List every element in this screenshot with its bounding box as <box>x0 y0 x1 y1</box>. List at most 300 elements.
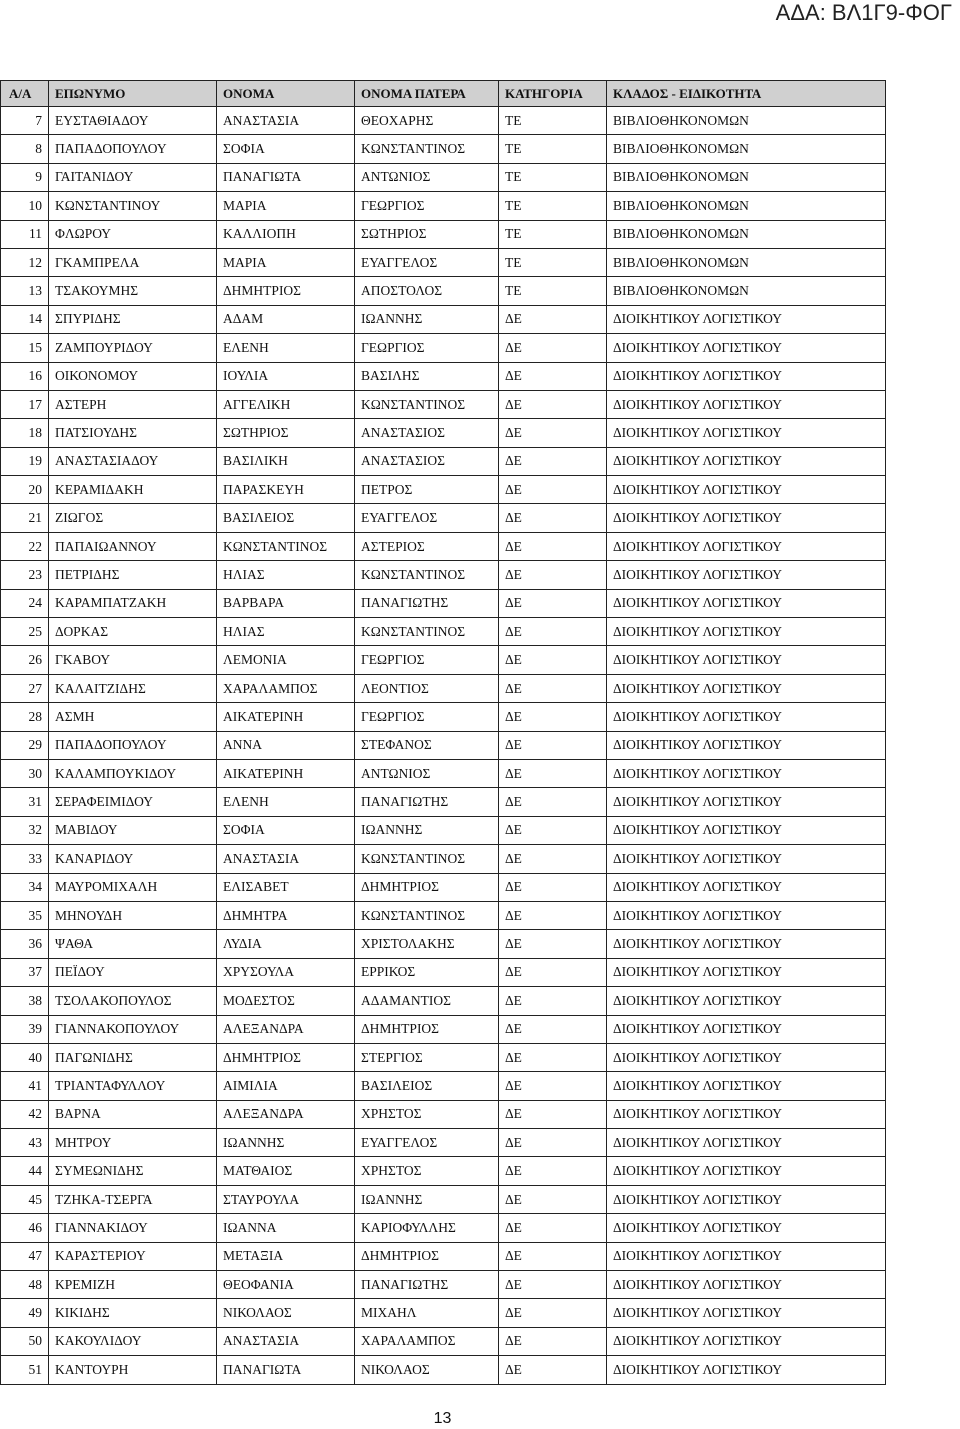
cell-father-name: ΚΩΝΣΤΑΝΤΙΝΟΣ <box>355 901 499 929</box>
cell-category: ΔΕ <box>499 1100 607 1128</box>
cell-father-name: ΚΑΡΙΟΦΥΛΛΗΣ <box>355 1214 499 1242</box>
table-row <box>1 674 886 702</box>
table-row <box>1 873 886 901</box>
cell-specialty: ΔΙΟΙΚΗΤΙΚΟΥ ΛΟΓΙΣΤΙΚΟΥ <box>607 447 886 475</box>
cell-name: ΒΑΡΒΑΡΑ <box>217 589 355 617</box>
cell-category: ΔΕ <box>499 674 607 702</box>
cell-name: ΠΑΡΑΣΚΕΥΗ <box>217 476 355 504</box>
cell-specialty: ΒΙΒΛΙΟΘΗΚΟΝΟΜΩΝ <box>607 163 886 191</box>
table-row <box>1 1043 886 1071</box>
table-row <box>1 1242 886 1270</box>
cell-specialty: ΒΙΒΛΙΟΘΗΚΟΝΟΜΩΝ <box>607 135 886 163</box>
cell-name: ΑΛΕΞΑΝΔΡΑ <box>217 1100 355 1128</box>
cell-category: ΔΕ <box>499 1015 607 1043</box>
cell-specialty: ΒΙΒΛΙΟΘΗΚΟΝΟΜΩΝ <box>607 277 886 305</box>
cell-name: ΣΩΤΗΡΙΟΣ <box>217 419 355 447</box>
cell-aa: 42 <box>1 1100 49 1128</box>
cell-father-name: ΙΩΑΝΝΗΣ <box>355 1185 499 1213</box>
table-row <box>1 788 886 816</box>
cell-surname: ΟΙΚΟΝΟΜΟΥ <box>49 362 217 390</box>
cell-aa: 23 <box>1 561 49 589</box>
table-row <box>1 1157 886 1185</box>
cell-aa: 16 <box>1 362 49 390</box>
cell-specialty: ΔΙΟΙΚΗΤΙΚΟΥ ΛΟΓΙΣΤΙΚΟΥ <box>607 759 886 787</box>
cell-specialty: ΔΙΟΙΚΗΤΙΚΟΥ ΛΟΓΙΣΤΙΚΟΥ <box>607 532 886 560</box>
cell-name: ΜΑΡΙΑ <box>217 248 355 276</box>
cell-specialty: ΔΙΟΙΚΗΤΙΚΟΥ ΛΟΓΙΣΤΙΚΟΥ <box>607 930 886 958</box>
cell-aa: 13 <box>1 277 49 305</box>
cell-category: ΔΕ <box>499 930 607 958</box>
cell-specialty: ΒΙΒΛΙΟΘΗΚΟΝΟΜΩΝ <box>607 220 886 248</box>
cell-specialty: ΔΙΟΙΚΗΤΙΚΟΥ ΛΟΓΙΣΤΙΚΟΥ <box>607 987 886 1015</box>
cell-specialty: ΔΙΟΙΚΗΤΙΚΟΥ ΛΟΓΙΣΤΙΚΟΥ <box>607 419 886 447</box>
cell-category: ΔΕ <box>499 618 607 646</box>
table-row <box>1 901 886 929</box>
cell-specialty: ΒΙΒΛΙΟΘΗΚΟΝΟΜΩΝ <box>607 107 886 135</box>
cell-category: ΔΕ <box>499 788 607 816</box>
table-row <box>1 277 886 305</box>
table-row <box>1 334 886 362</box>
cell-aa: 20 <box>1 476 49 504</box>
cell-aa: 38 <box>1 987 49 1015</box>
cell-surname: ΤΣΟΛΑΚΟΠΟΥΛΟΣ <box>49 987 217 1015</box>
cell-aa: 29 <box>1 731 49 759</box>
table-row <box>1 419 886 447</box>
cell-name: ΑΙΚΑΤΕΡΙΝΗ <box>217 703 355 731</box>
cell-surname: ΜΗΤΡΟΥ <box>49 1129 217 1157</box>
cell-category: ΔΕ <box>499 901 607 929</box>
cell-name: ΑΓΓΕΛΙΚΗ <box>217 390 355 418</box>
cell-father-name: ΠΑΝΑΓΙΩΤΗΣ <box>355 788 499 816</box>
cell-aa: 43 <box>1 1129 49 1157</box>
cell-specialty: ΔΙΟΙΚΗΤΙΚΟΥ ΛΟΓΙΣΤΙΚΟΥ <box>607 1015 886 1043</box>
cell-category: ΔΕ <box>499 987 607 1015</box>
cell-aa: 15 <box>1 334 49 362</box>
cell-specialty: ΔΙΟΙΚΗΤΙΚΟΥ ΛΟΓΙΣΤΙΚΟΥ <box>607 1043 886 1071</box>
cell-name: ΧΡΥΣΟΥΛΑ <box>217 958 355 986</box>
cell-name: ΑΔΑΜ <box>217 305 355 333</box>
cell-father-name: ΧΡΗΣΤΟΣ <box>355 1157 499 1185</box>
cell-specialty: ΔΙΟΙΚΗΤΙΚΟΥ ΛΟΓΙΣΤΙΚΟΥ <box>607 362 886 390</box>
cell-name: ΙΟΥΛΙΑ <box>217 362 355 390</box>
cell-surname: ΠΕΤΡΙΔΗΣ <box>49 561 217 589</box>
cell-surname: ΑΣΤΕΡΗ <box>49 390 217 418</box>
cell-aa: 41 <box>1 1072 49 1100</box>
cell-father-name: ΓΕΩΡΓΙΟΣ <box>355 703 499 731</box>
cell-specialty: ΔΙΟΙΚΗΤΙΚΟΥ ΛΟΓΙΣΤΙΚΟΥ <box>607 1214 886 1242</box>
cell-name: ΙΩΑΝΝΗΣ <box>217 1129 355 1157</box>
cell-surname: ΤΣΑΚΟΥΜΗΣ <box>49 277 217 305</box>
cell-aa: 8 <box>1 135 49 163</box>
cell-surname: ΖΙΩΓΟΣ <box>49 504 217 532</box>
cell-surname: ΚΑΚΟΥΛΙΔΟΥ <box>49 1327 217 1355</box>
cell-specialty: ΔΙΟΙΚΗΤΙΚΟΥ ΛΟΓΙΣΤΙΚΟΥ <box>607 873 886 901</box>
table-row <box>1 646 886 674</box>
cell-specialty: ΔΙΟΙΚΗΤΙΚΟΥ ΛΟΓΙΣΤΙΚΟΥ <box>607 816 886 844</box>
cell-surname: ΜΗΝΟΥΔΗ <box>49 901 217 929</box>
cell-aa: 11 <box>1 220 49 248</box>
cell-father-name: ΑΝΑΣΤΑΣΙΟΣ <box>355 419 499 447</box>
cell-father-name: ΕΥΑΓΓΕΛΟΣ <box>355 1129 499 1157</box>
cell-specialty: ΒΙΒΛΙΟΘΗΚΟΝΟΜΩΝ <box>607 248 886 276</box>
cell-aa: 33 <box>1 845 49 873</box>
cell-surname: ΠΑΓΩΝΙΔΗΣ <box>49 1043 217 1071</box>
table-row <box>1 1356 886 1384</box>
cell-name: ΑΝΝΑ <box>217 731 355 759</box>
cell-surname: ΤΖΗΚΑ-ΤΣΕΡΓΑ <box>49 1185 217 1213</box>
cell-aa: 21 <box>1 504 49 532</box>
cell-surname: ΜΑΒΙΔΟΥ <box>49 816 217 844</box>
cell-aa: 27 <box>1 674 49 702</box>
table-row <box>1 476 886 504</box>
table-row <box>1 1072 886 1100</box>
cell-category: ΔΕ <box>499 1299 607 1327</box>
cell-category: ΔΕ <box>499 1043 607 1071</box>
cell-father-name: ΕΥΑΓΓΕΛΟΣ <box>355 248 499 276</box>
cell-aa: 7 <box>1 107 49 135</box>
table-row <box>1 1100 886 1128</box>
table-row <box>1 135 886 163</box>
cell-category: ΔΕ <box>499 1327 607 1355</box>
cell-surname: ΕΥΣΤΑΘΙΑΔΟΥ <box>49 107 217 135</box>
ada-code: ΑΔΑ: ΒΛ1Γ9-ΦΟΓ <box>775 0 952 25</box>
cell-specialty: ΔΙΟΙΚΗΤΙΚΟΥ ΛΟΓΙΣΤΙΚΟΥ <box>607 1271 886 1299</box>
cell-surname: ΚΑΝΤΟΥΡΗ <box>49 1356 217 1384</box>
cell-specialty: ΔΙΟΙΚΗΤΙΚΟΥ ΛΟΓΙΣΤΙΚΟΥ <box>607 958 886 986</box>
table-row <box>1 248 886 276</box>
cell-category: ΤΕ <box>499 192 607 220</box>
cell-category: ΔΕ <box>499 1157 607 1185</box>
cell-category: ΔΕ <box>499 646 607 674</box>
cell-surname: ΠΑΤΣΙΟΥΔΗΣ <box>49 419 217 447</box>
cell-specialty: ΔΙΟΙΚΗΤΙΚΟΥ ΛΟΓΙΣΤΙΚΟΥ <box>607 703 886 731</box>
cell-specialty: ΔΙΟΙΚΗΤΙΚΟΥ ΛΟΓΙΣΤΙΚΟΥ <box>607 589 886 617</box>
table-row <box>1 987 886 1015</box>
cell-aa: 26 <box>1 646 49 674</box>
cell-name: ΛΥΔΙΑ <box>217 930 355 958</box>
cell-category: ΔΕ <box>499 759 607 787</box>
cell-category: ΔΕ <box>499 504 607 532</box>
cell-aa: 46 <box>1 1214 49 1242</box>
cell-name: ΑΛΕΞΑΝΔΡΑ <box>217 1015 355 1043</box>
cell-aa: 34 <box>1 873 49 901</box>
cell-specialty: ΔΙΟΙΚΗΤΙΚΟΥ ΛΟΓΙΣΤΙΚΟΥ <box>607 1129 886 1157</box>
cell-aa: 30 <box>1 759 49 787</box>
cell-specialty: ΔΙΟΙΚΗΤΙΚΟΥ ΛΟΓΙΣΤΙΚΟΥ <box>607 561 886 589</box>
cell-father-name: ΚΩΝΣΤΑΝΤΙΝΟΣ <box>355 618 499 646</box>
cell-name: ΘΕΟΦΑΝΙΑ <box>217 1271 355 1299</box>
cell-category: ΤΕ <box>499 135 607 163</box>
cell-category: ΔΕ <box>499 1185 607 1213</box>
table-row <box>1 1185 886 1213</box>
cell-father-name: ΒΑΣΙΛΕΙΟΣ <box>355 1072 499 1100</box>
cell-name: ΛΕΜΟΝΙΑ <box>217 646 355 674</box>
header-name: ΟΝΟΜΑ <box>217 81 355 107</box>
cell-specialty: ΔΙΟΙΚΗΤΙΚΟΥ ΛΟΓΙΣΤΙΚΟΥ <box>607 674 886 702</box>
table-row <box>1 163 886 191</box>
table-row <box>1 930 886 958</box>
table-row <box>1 107 886 135</box>
cell-aa: 36 <box>1 930 49 958</box>
cell-category: ΤΕ <box>499 163 607 191</box>
cell-father-name: ΠΑΝΑΓΙΩΤΗΣ <box>355 589 499 617</box>
header-specialty: ΚΛΑΔΟΣ - ΕΙΔΙΚΟΤΗΤΑ <box>607 81 886 107</box>
cell-aa: 28 <box>1 703 49 731</box>
page-number: 13 <box>433 1410 452 1427</box>
cell-name: ΜΑΡΙΑ <box>217 192 355 220</box>
cell-category: ΔΕ <box>499 958 607 986</box>
cell-specialty: ΔΙΟΙΚΗΤΙΚΟΥ ΛΟΓΙΣΤΙΚΟΥ <box>607 1185 886 1213</box>
table-row <box>1 561 886 589</box>
cell-father-name: ΚΩΝΣΤΑΝΤΙΝΟΣ <box>355 390 499 418</box>
cell-surname: ΓΚΑΜΠΡΕΛΑ <box>49 248 217 276</box>
cell-surname: ΑΣΜΗ <box>49 703 217 731</box>
cell-specialty: ΔΙΟΙΚΗΤΙΚΟΥ ΛΟΓΙΣΤΙΚΟΥ <box>607 646 886 674</box>
table-row <box>1 1214 886 1242</box>
cell-father-name: ΑΔΑΜΑΝΤΙΟΣ <box>355 987 499 1015</box>
table-row <box>1 1327 886 1355</box>
cell-category: ΤΕ <box>499 220 607 248</box>
cell-category: ΔΕ <box>499 589 607 617</box>
cell-surname: ΚΡΕΜΙΖΗ <box>49 1271 217 1299</box>
cell-surname: ΓΚΑΒΟΥ <box>49 646 217 674</box>
cell-name: ΔΗΜΗΤΡΙΟΣ <box>217 277 355 305</box>
cell-aa: 32 <box>1 816 49 844</box>
cell-father-name: ΑΣΤΕΡΙΟΣ <box>355 532 499 560</box>
cell-category: ΔΕ <box>499 1072 607 1100</box>
cell-father-name: ΛΕΟΝΤΙΟΣ <box>355 674 499 702</box>
cell-name: ΣΟΦΙΑ <box>217 816 355 844</box>
table-row <box>1 816 886 844</box>
employee-table-body <box>1 81 886 1385</box>
cell-surname: ΚΕΡΑΜΙΔΑΚΗ <box>49 476 217 504</box>
cell-name: ΔΗΜΗΤΡΙΟΣ <box>217 1043 355 1071</box>
cell-father-name: ΧΡΗΣΤΟΣ <box>355 1100 499 1128</box>
cell-surname: ΚΑΛΑΜΠΟΥΚΙΔΟΥ <box>49 759 217 787</box>
table-row <box>1 390 886 418</box>
cell-aa: 17 <box>1 390 49 418</box>
cell-specialty: ΔΙΟΙΚΗΤΙΚΟΥ ΛΟΓΙΣΤΙΚΟΥ <box>607 1072 886 1100</box>
table-row <box>1 305 886 333</box>
cell-surname: ΒΑΡΝΑ <box>49 1100 217 1128</box>
header-aa: Α/Α <box>1 81 49 107</box>
cell-name: ΣΟΦΙΑ <box>217 135 355 163</box>
header-father-name: ΟΝΟΜΑ ΠΑΤΕΡΑ <box>355 81 499 107</box>
cell-aa: 31 <box>1 788 49 816</box>
cell-father-name: ΑΝΑΣΤΑΣΙΟΣ <box>355 447 499 475</box>
cell-surname: ΠΑΠΑΙΩΑΝΝΟΥ <box>49 532 217 560</box>
cell-name: ΗΛΙΑΣ <box>217 618 355 646</box>
cell-father-name: ΑΝΤΩΝΙΟΣ <box>355 163 499 191</box>
cell-father-name: ΚΩΝΣΤΑΝΤΙΝΟΣ <box>355 561 499 589</box>
cell-name: ΝΙΚΟΛΑΟΣ <box>217 1299 355 1327</box>
cell-category: ΤΕ <box>499 248 607 276</box>
cell-name: ΠΑΝΑΓΙΩΤΑ <box>217 163 355 191</box>
cell-father-name: ΧΡΙΣΤΟΛΑΚΗΣ <box>355 930 499 958</box>
cell-category: ΔΕ <box>499 532 607 560</box>
table-row <box>1 731 886 759</box>
cell-name: ΜΟΔΕΣΤΟΣ <box>217 987 355 1015</box>
cell-surname: ΨΑΘΑ <box>49 930 217 958</box>
cell-aa: 47 <box>1 1242 49 1270</box>
employee-table <box>0 80 886 1385</box>
cell-category: ΔΕ <box>499 703 607 731</box>
cell-aa: 51 <box>1 1356 49 1384</box>
cell-father-name: ΔΗΜΗΤΡΙΟΣ <box>355 1242 499 1270</box>
cell-surname: ΔΟΡΚΑΣ <box>49 618 217 646</box>
cell-category: ΔΕ <box>499 390 607 418</box>
cell-father-name: ΣΤΕΦΑΝΟΣ <box>355 731 499 759</box>
cell-father-name: ΜΙΧΑΗΛ <box>355 1299 499 1327</box>
table-row <box>1 504 886 532</box>
cell-surname: ΓΑΙΤΑΝΙΔΟΥ <box>49 163 217 191</box>
table-row <box>1 618 886 646</box>
cell-father-name: ΘΕΟΧΑΡΗΣ <box>355 107 499 135</box>
cell-father-name: ΓΕΩΡΓΙΟΣ <box>355 192 499 220</box>
cell-category: ΔΕ <box>499 845 607 873</box>
cell-surname: ΚΑΡΑΣΤΕΡΙΟΥ <box>49 1242 217 1270</box>
cell-aa: 49 <box>1 1299 49 1327</box>
cell-surname: ΚΙΚΙΔΗΣ <box>49 1299 217 1327</box>
table-row <box>1 220 886 248</box>
cell-specialty: ΔΙΟΙΚΗΤΙΚΟΥ ΛΟΓΙΣΤΙΚΟΥ <box>607 845 886 873</box>
cell-father-name: ΠΕΤΡΟΣ <box>355 476 499 504</box>
cell-name: ΙΩΑΝΝΑ <box>217 1214 355 1242</box>
cell-specialty: ΔΙΟΙΚΗΤΙΚΟΥ ΛΟΓΙΣΤΙΚΟΥ <box>607 901 886 929</box>
cell-surname: ΠΑΠΑΔΟΠΟΥΛΟΥ <box>49 135 217 163</box>
cell-name: ΧΑΡΑΛΑΜΠΟΣ <box>217 674 355 702</box>
cell-aa: 9 <box>1 163 49 191</box>
cell-father-name: ΠΑΝΑΓΙΩΤΗΣ <box>355 1271 499 1299</box>
cell-category: ΔΕ <box>499 1356 607 1384</box>
cell-surname: ΓΙΑΝΝΑΚΙΔΟΥ <box>49 1214 217 1242</box>
cell-father-name: ΣΩΤΗΡΙΟΣ <box>355 220 499 248</box>
table-row <box>1 703 886 731</box>
cell-surname: ΓΙΑΝΝΑΚΟΠΟΥΛΟΥ <box>49 1015 217 1043</box>
cell-father-name: ΑΝΤΩΝΙΟΣ <box>355 759 499 787</box>
cell-surname: ΤΡΙΑΝΤΑΦΥΛΛΟΥ <box>49 1072 217 1100</box>
cell-aa: 37 <box>1 958 49 986</box>
cell-specialty: ΔΙΟΙΚΗΤΙΚΟΥ ΛΟΓΙΣΤΙΚΟΥ <box>607 1356 886 1384</box>
cell-name: ΜΑΤΘΑΙΟΣ <box>217 1157 355 1185</box>
table-row <box>1 1015 886 1043</box>
cell-name: ΑΝΑΣΤΑΣΙΑ <box>217 1327 355 1355</box>
table-row <box>1 958 886 986</box>
cell-father-name: ΣΤΕΡΓΙΟΣ <box>355 1043 499 1071</box>
cell-specialty: ΔΙΟΙΚΗΤΙΚΟΥ ΛΟΓΙΣΤΙΚΟΥ <box>607 618 886 646</box>
table-row <box>1 759 886 787</box>
cell-category: ΔΕ <box>499 419 607 447</box>
cell-surname: ΦΛΩΡΟΥ <box>49 220 217 248</box>
cell-name: ΒΑΣΙΛΕΙΟΣ <box>217 504 355 532</box>
cell-specialty: ΔΙΟΙΚΗΤΙΚΟΥ ΛΟΓΙΣΤΙΚΟΥ <box>607 788 886 816</box>
cell-name: ΚΑΛΛΙΟΠΗ <box>217 220 355 248</box>
cell-name: ΠΑΝΑΓΙΩΤΑ <box>217 1356 355 1384</box>
cell-name: ΗΛΙΑΣ <box>217 561 355 589</box>
cell-name: ΚΩΝΣΤΑΝΤΙΝΟΣ <box>217 532 355 560</box>
cell-specialty: ΔΙΟΙΚΗΤΙΚΟΥ ΛΟΓΙΣΤΙΚΟΥ <box>607 390 886 418</box>
cell-specialty: ΔΙΟΙΚΗΤΙΚΟΥ ΛΟΓΙΣΤΙΚΟΥ <box>607 1157 886 1185</box>
cell-specialty: ΔΙΟΙΚΗΤΙΚΟΥ ΛΟΓΙΣΤΙΚΟΥ <box>607 476 886 504</box>
cell-surname: ΣΕΡΑΦΕΙΜΙΔΟΥ <box>49 788 217 816</box>
cell-name: ΕΛΕΝΗ <box>217 788 355 816</box>
cell-name: ΕΛΙΣΑΒΕΤ <box>217 873 355 901</box>
cell-name: ΑΙΚΑΤΕΡΙΝΗ <box>217 759 355 787</box>
table-row <box>1 362 886 390</box>
cell-name: ΣΤΑΥΡΟΥΛΑ <box>217 1185 355 1213</box>
cell-name: ΑΝΑΣΤΑΣΙΑ <box>217 107 355 135</box>
cell-category: ΤΕ <box>499 107 607 135</box>
cell-category: ΔΕ <box>499 305 607 333</box>
cell-name: ΒΑΣΙΛΙΚΗ <box>217 447 355 475</box>
cell-category: ΔΕ <box>499 447 607 475</box>
cell-specialty: ΒΙΒΛΙΟΘΗΚΟΝΟΜΩΝ <box>607 192 886 220</box>
cell-father-name: ΒΑΣΙΛΗΣ <box>355 362 499 390</box>
cell-father-name: ΑΠΟΣΤΟΛΟΣ <box>355 277 499 305</box>
cell-aa: 44 <box>1 1157 49 1185</box>
cell-specialty: ΔΙΟΙΚΗΤΙΚΟΥ ΛΟΓΙΣΤΙΚΟΥ <box>607 731 886 759</box>
cell-category: ΔΕ <box>499 873 607 901</box>
cell-aa: 22 <box>1 532 49 560</box>
cell-father-name: ΙΩΑΝΝΗΣ <box>355 816 499 844</box>
cell-surname: ΚΩΝΣΤΑΝΤΙΝΟΥ <box>49 192 217 220</box>
cell-category: ΔΕ <box>499 362 607 390</box>
cell-aa: 12 <box>1 248 49 276</box>
cell-aa: 18 <box>1 419 49 447</box>
header-category: ΚΑΤΗΓΟΡΙΑ <box>499 81 607 107</box>
table-row <box>1 845 886 873</box>
cell-surname: ΜΑΥΡΟΜΙΧΑΛΗ <box>49 873 217 901</box>
cell-surname: ΣΠΥΡΙΔΗΣ <box>49 305 217 333</box>
cell-specialty: ΔΙΟΙΚΗΤΙΚΟΥ ΛΟΓΙΣΤΙΚΟΥ <box>607 1100 886 1128</box>
cell-name: ΑΙΜΙΛΙΑ <box>217 1072 355 1100</box>
cell-name: ΜΕΤΑΞΙΑ <box>217 1242 355 1270</box>
cell-specialty: ΔΙΟΙΚΗΤΙΚΟΥ ΛΟΓΙΣΤΙΚΟΥ <box>607 504 886 532</box>
cell-surname: ΠΑΠΑΔΟΠΟΥΛΟΥ <box>49 731 217 759</box>
cell-surname: ΚΑΛΑΙΤΖΙΔΗΣ <box>49 674 217 702</box>
cell-aa: 10 <box>1 192 49 220</box>
cell-aa: 50 <box>1 1327 49 1355</box>
cell-category: ΔΕ <box>499 731 607 759</box>
cell-father-name: ΕΡΡΙΚΟΣ <box>355 958 499 986</box>
cell-specialty: ΔΙΟΙΚΗΤΙΚΟΥ ΛΟΓΙΣΤΙΚΟΥ <box>607 1299 886 1327</box>
table-row <box>1 447 886 475</box>
cell-surname: ΣΥΜΕΩΝΙΔΗΣ <box>49 1157 217 1185</box>
cell-name: ΕΛΕΝΗ <box>217 334 355 362</box>
cell-father-name: ΔΗΜΗΤΡΙΟΣ <box>355 1015 499 1043</box>
table-row <box>1 589 886 617</box>
table-row <box>1 192 886 220</box>
cell-name: ΑΝΑΣΤΑΣΙΑ <box>217 845 355 873</box>
cell-father-name: ΕΥΑΓΓΕΛΟΣ <box>355 504 499 532</box>
cell-category: ΔΕ <box>499 1129 607 1157</box>
cell-specialty: ΔΙΟΙΚΗΤΙΚΟΥ ΛΟΓΙΣΤΙΚΟΥ <box>607 1327 886 1355</box>
cell-aa: 25 <box>1 618 49 646</box>
cell-surname: ΚΑΝΑΡΙΔΟΥ <box>49 845 217 873</box>
cell-father-name: ΚΩΝΣΤΑΝΤΙΝΟΣ <box>355 845 499 873</box>
cell-aa: 40 <box>1 1043 49 1071</box>
cell-aa: 24 <box>1 589 49 617</box>
cell-category: ΔΕ <box>499 1242 607 1270</box>
header-surname: ΕΠΩΝΥΜΟ <box>49 81 217 107</box>
cell-surname: ΚΑΡΑΜΠΑΤΖΑΚΗ <box>49 589 217 617</box>
cell-father-name: ΔΗΜΗΤΡΙΟΣ <box>355 873 499 901</box>
cell-aa: 39 <box>1 1015 49 1043</box>
cell-father-name: ΝΙΚΟΛΑΟΣ <box>355 1356 499 1384</box>
cell-name: ΔΗΜΗΤΡΑ <box>217 901 355 929</box>
cell-father-name: ΓΕΩΡΓΙΟΣ <box>355 334 499 362</box>
cell-surname: ΖΑΜΠΟΥΡΙΔΟΥ <box>49 334 217 362</box>
